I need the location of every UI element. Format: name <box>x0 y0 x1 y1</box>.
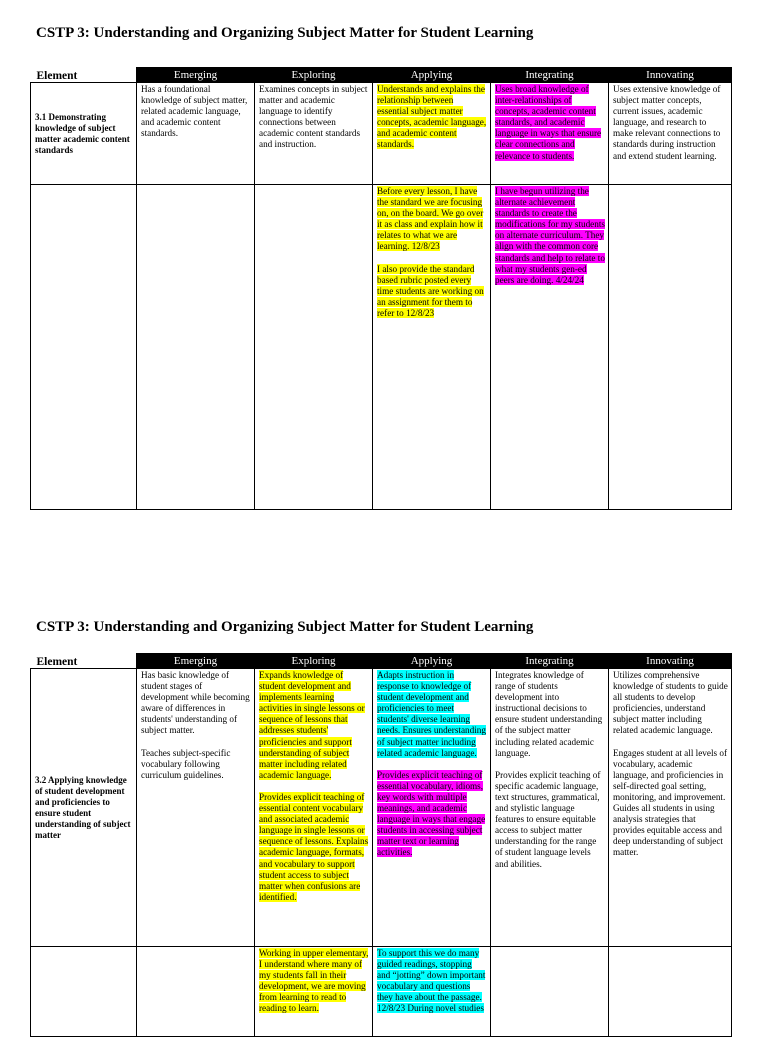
element-label: 3.1 Demonstrating knowledge of subject matter academic content standards <box>31 83 137 185</box>
level-header-exploring: Exploring <box>255 654 373 669</box>
level-header-applying: Applying <box>373 654 491 669</box>
evidence-innovating <box>609 947 732 1037</box>
descriptor-exploring: Examines concepts in subject matter and academic language to identify connections between academic content standards and instruction. <box>255 83 373 185</box>
level-header-integrating: Integrating <box>491 654 609 669</box>
evidence-innovating <box>609 185 732 510</box>
evidence-exploring: Working in upper elementary, I understand where many of my students fall in their development, we are moving from learning to read to reading to learn. <box>255 947 373 1037</box>
evidence-applying: Before every lesson, I have the standard we are focusing on, on the board. We go over it as class and explain how it relates to what we are learning. 12/8/23 I also provide the standard based rubric posted every time students are working on an assignment for them to refer to 12/8/23 <box>373 185 491 510</box>
element-header: Element <box>36 69 78 82</box>
evidence-applying: To support this we do many guided readings, stopping and “jotting” down important vocabulary and questions they have about the passage. 12/8/23 During novel studies <box>373 947 491 1037</box>
element-header: Element <box>36 655 78 668</box>
descriptor-exploring: Expands knowledge of student development and implements learning activities in single lessons or sequence of lessons that addresses students' proficiencies and support understanding of subject matter including related academic language. Provides explicit teaching of essential content vocabulary and associated academic language in single lessons or sequence of lessons. Explains academic language, formats, and vocabulary to support student access to subject matter when confusions are identified. <box>255 669 373 947</box>
descriptor-emerging: Has basic knowledge of student stages of development while becoming aware of differences in students' understanding of subject matter. Teaches subject-specific vocabulary following curriculum guidelines. <box>137 669 255 947</box>
evidence-integrating: I have begun utilizing the alternate achievement standards to create the modifications for my students on alternate curriculum. They align with the common core standards and help to relate to what my students gen-ed peers are doing. 4/24/24 <box>491 185 609 510</box>
level-header-emerging: Emerging <box>137 654 255 669</box>
descriptor-applying: Understands and explains the relationship between essential subject matter concepts, academic language, and academic content standards. <box>373 83 491 185</box>
descriptor-innovating: Uses extensive knowledge of subject matter concepts, current issues, academic language, and research to make relevant connections to standards during instruction and extend student learning. <box>609 83 732 185</box>
level-header-applying: Applying <box>373 68 491 83</box>
level-header-innovating: Innovating <box>609 68 732 83</box>
evidence-emerging <box>137 947 255 1037</box>
descriptor-applying: Adapts instruction in response to knowledge of student development and proficiencies to meet students' diverse learning needs. Ensures understanding of subject matter including related academic language. Provides explicit teaching of essential vocabulary, idioms, key words with multiple meanings, and academic language in ways that engage students in accessing subject matter text or learning activities. <box>373 669 491 947</box>
section-title: CSTP 3: Understanding and Organizing Subject Matter for Student Learning <box>36 25 534 41</box>
rubric-table <box>30 653 732 1037</box>
evidence-element <box>31 947 137 1037</box>
evidence-exploring <box>255 185 373 510</box>
descriptor-emerging: Has a foundational knowledge of subject matter, related academic language, and academic content standards. <box>137 83 255 185</box>
level-header-integrating: Integrating <box>491 68 609 83</box>
level-header-emerging: Emerging <box>137 68 255 83</box>
element-label: 3.2 Applying knowledge of student development and proficiencies to ensure student understanding of subject matter <box>31 669 137 947</box>
level-header-exploring: Exploring <box>255 68 373 83</box>
descriptor-integrating: Integrates knowledge of range of students development into instructional decisions to ensure student understanding of the subject matter including related academic language. Provides explicit teaching of specific academic language, text structures, grammatical, and stylistic language features to ensure equitable access to subject matter understanding for the range of student language levels and abilities. <box>491 669 609 947</box>
descriptor-integrating: Uses broad knowledge of inter-relationships of concepts, academic content standards, and academic language in ways that ensure clear connections and relevance to students. <box>491 83 609 185</box>
section-title: CSTP 3: Understanding and Organizing Subject Matter for Student Learning <box>36 619 534 635</box>
evidence-integrating <box>491 947 609 1037</box>
evidence-element <box>31 185 137 510</box>
level-header-innovating: Innovating <box>609 654 732 669</box>
rubric-table <box>30 67 732 510</box>
descriptor-innovating: Utilizes comprehensive knowledge of students to guide all students to develop proficiencies, understand subject matter including related academic language. Engages student at all levels of vocabulary, academic language, and proficiencies in self-directed goal setting, monitoring, and improvement. Guides all students in using analysis strategies that provides equitable access and deep understanding of subject matter. <box>609 669 732 947</box>
evidence-emerging <box>137 185 255 510</box>
